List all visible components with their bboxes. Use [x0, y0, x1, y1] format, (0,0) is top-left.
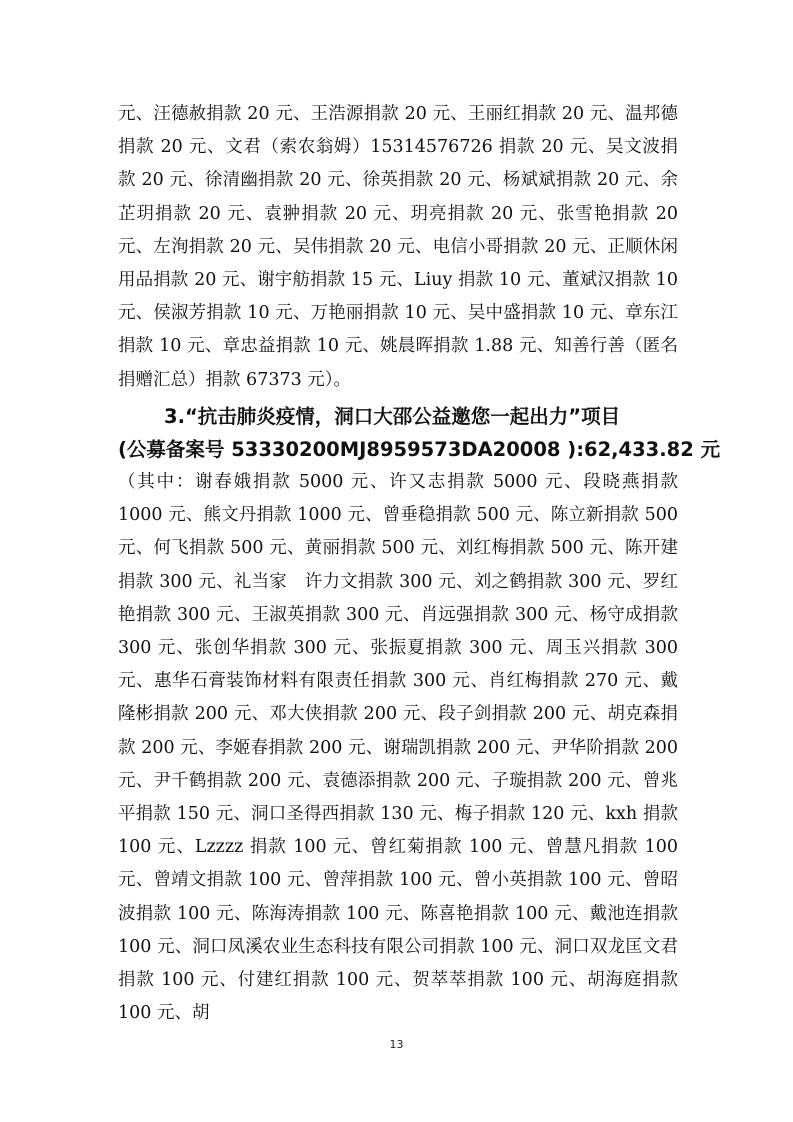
donor-list: （其中：谢春娥捐款 5000 元、许又志捐款 5000 元、段晓燕捐款 1000 元、熊文丹捐款 1000 元、曾垂稳捐款 500 元、陈立新捐款 500 元、何飞捐款 500 元、黄丽捐款 500 元、刘红梅捐款 500 元、陈开建捐款 300 元、礼当家 许力文捐款 300 元、刘之鹤捐款 300 元、罗红艳捐款 300 元、王淑英捐款 300 元、肖远强捐款 300 元、杨守成捐款 300 元、张创华捐款 300 元、张振夏捐款 300 元、周玉兴捐款 300 元、惠华石膏装饰材料有限责任捐款 300 元、肖红梅捐款 270 元、戴隆彬捐款 200 元、邓大侠捐款 200 元、段子剑捐款 200 元、胡克森捐款 200 元、李姬春捐款 200 元、谢瑞凯捐款 200 元、尹华阶捐款 200 元、尹千鹤捐款 200 元、袁德添捐款 200 元、子璇捐款 200 元、曾兆平捐款 150 元、洞口圣得西捐款 130 元、梅子捐款 120 元、kxh 捐款 100 元、Lzzzz 捐款 100 元、曾红菊捐款 100 元、曾慧凡捐款 100 元、曾靖文捐款 100 元、曾萍捐款 100 元、曾小英捐款 100 元、曾昭波捐款 100 元、陈海涛捐款 100 元、陈喜艳捐款 100 元、戴池连捐款 100 元、洞口凤溪农业生态科技有限公司捐款 100 元、洞口双龙匡文君捐款 100 元、付建红捐款 100 元、贺萃萃捐款 100 元、胡海庭捐款 100 元、胡 — [118, 472, 678, 1024]
donor-list-continued: 元、汪德赦捐款 20 元、王浩源捐款 20 元、王丽红捐款 20 元、温邦德捐款 20 元、文君（索农翁姆）15314576726 捐款 20 元、吴文波捐款 20 元、徐清幽捐款 20 元、徐英捐款 20 元、杨斌斌捐款 20 元、余芷玥捐款 20 元、袁翀捐款 20 元、玥亮捐款 20 元、张雪艳捐款 20 元、左洵捐款 20 元、吴伟捐款 20 元、电信小哥捐款 20 元、正顺休闲用品捐款 20 元、谢宇舫捐款 15 元、Liuy 捐款 10 元、董斌汉捐款 10 元、侯淑芳捐款 10 元、万艳丽捐款 10 元、吴中盛捐款 10 元、章东江捐款 10 元、章忠益捐款 10 元、姚晨晖捐款 1.88 元、知善行善（匿名捐赠汇总）捐款 67373 元）。 — [118, 104, 678, 390]
section-heading-registration: (公募备案号 53330200MJ8959573DA20008 ):62,433.82 元 — [118, 438, 721, 461]
section-heading-title: 3.“抗击肺炎疫情，洞口大邵公益邀您一起出力”项目 — [164, 405, 621, 428]
page-number: 13 — [389, 1038, 404, 1051]
section-heading — [118, 400, 721, 466]
